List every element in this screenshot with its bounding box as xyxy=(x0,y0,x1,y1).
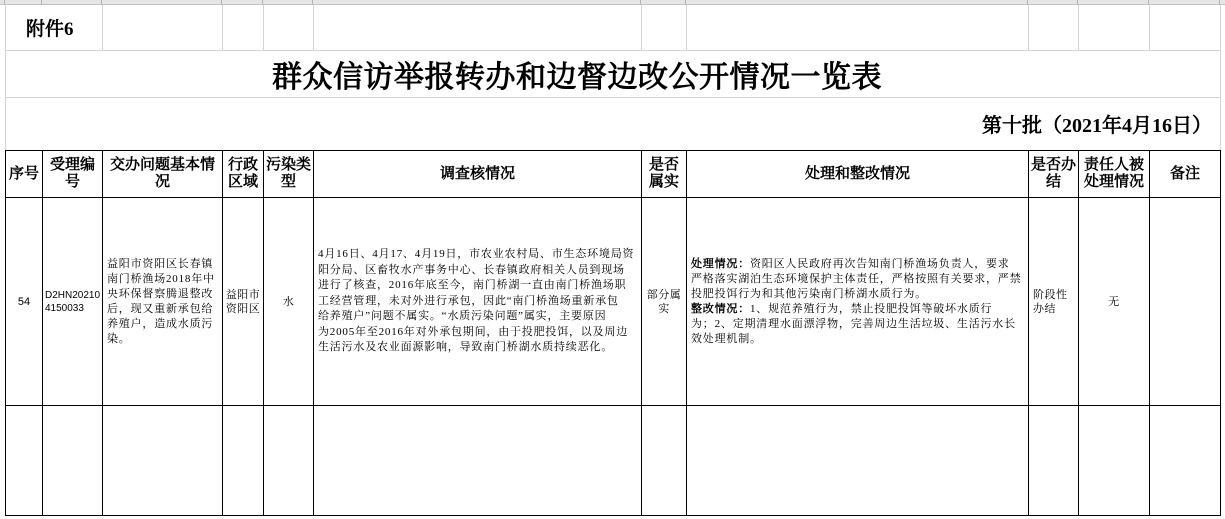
title-cell[interactable] xyxy=(5,50,1149,97)
column-header-cell[interactable] xyxy=(641,0,686,5)
column-header-handling[interactable]: 处理和整改情况 xyxy=(687,151,1029,198)
cell-issue[interactable] xyxy=(103,198,223,406)
cell-accountability[interactable]: 无 xyxy=(1079,198,1150,406)
column-header-case-id[interactable]: 受理编号 xyxy=(43,151,103,198)
handling-line-text: 为；2、定期清理水面漂浮物，完善周边生活垃圾、生活污水长 xyxy=(691,317,1016,330)
handling-line-text: 1、规范养殖行为，禁止投肥投饵等破坏水质行 xyxy=(750,302,993,315)
handling-line-text: 严格落实湖泊生态环境保护主体责任，严格按照有关要求，严禁 xyxy=(691,272,1022,285)
column-header-cell[interactable] xyxy=(222,0,263,5)
investigation-line: 阳分局、区畜牧水产事务中心、长春镇政府相关人员到现场 xyxy=(318,263,625,276)
header-row xyxy=(6,151,1221,198)
rectification-section-label: 整改情况： xyxy=(691,302,750,315)
empty-cell[interactable] xyxy=(43,406,103,516)
investigation-line: 给养殖户”问题不属实。“水质污染问题”属实，主要原因 xyxy=(318,310,607,323)
gridline xyxy=(102,5,103,50)
cell-seq[interactable]: 54 xyxy=(6,198,43,406)
column-header-seq[interactable]: 序号 xyxy=(6,151,43,198)
handling-section-label: 处理情况： xyxy=(691,257,750,270)
handling-line xyxy=(691,257,1028,272)
handling-line-text: 资阳区人民政府再次告知南门桥渔场负责人，要求 xyxy=(750,257,1010,270)
gridline xyxy=(313,5,314,50)
column-header-remarks[interactable]: 备注 xyxy=(1150,151,1221,198)
cell-handling[interactable] xyxy=(687,198,1029,406)
gridline xyxy=(263,5,264,50)
empty-cell[interactable] xyxy=(264,406,314,516)
empty-cell[interactable] xyxy=(103,406,223,516)
handling-line xyxy=(691,287,1028,302)
handling-line-text: 投肥投饵行为和其他污染南门桥湖水质行为。 xyxy=(691,287,927,300)
investigation-line: 进行了核查，2016年底至今，南门桥湖一直由南门桥渔场职 xyxy=(318,279,627,292)
cell-region[interactable]: 益阳市资阳区 xyxy=(223,198,264,406)
empty-cell[interactable] xyxy=(642,406,687,516)
cell-case-id[interactable]: D2HN202104150033 xyxy=(43,198,103,406)
column-header-cell[interactable] xyxy=(1028,0,1078,5)
column-header-cell[interactable] xyxy=(313,0,641,5)
gridline xyxy=(1028,5,1029,50)
cell-closed[interactable]: 阶段性办结 xyxy=(1029,198,1079,406)
handling-line xyxy=(691,317,1028,332)
attachment-label-cell[interactable] xyxy=(5,5,102,50)
column-header-closed[interactable]: 是否办结 xyxy=(1029,151,1079,198)
empty-cell[interactable] xyxy=(687,406,1029,516)
handling-line xyxy=(691,332,1028,347)
gridline xyxy=(1149,5,1150,50)
batch-cell[interactable] xyxy=(5,97,1220,150)
column-header-accountability[interactable]: 责任人被处理情况 xyxy=(1079,151,1150,198)
empty-cell[interactable] xyxy=(223,406,264,516)
investigation-line: 4月16日、4月17、4月19日，市农业农村局、市生态环境局资 xyxy=(318,247,635,260)
issue-line: 益阳市资阳区长春镇 xyxy=(107,257,214,270)
cell-remarks[interactable] xyxy=(1150,198,1221,406)
empty-cell[interactable] xyxy=(6,406,43,516)
issue-line: 南门桥渔场2018年中 xyxy=(107,272,215,285)
investigation-text xyxy=(318,247,641,356)
handling-line xyxy=(691,272,1028,287)
attachment-label: 附件6 xyxy=(26,19,74,40)
empty-cell[interactable] xyxy=(314,406,642,516)
column-header-cell[interactable] xyxy=(1078,0,1149,5)
investigation-line: 为2005年至2016年对外承包期间，由于投肥投饵，以及周边 xyxy=(318,325,628,338)
column-header-cell[interactable] xyxy=(102,0,222,5)
column-header-verified[interactable]: 是否属实 xyxy=(642,151,687,198)
gridline xyxy=(1078,5,1079,50)
batch-label: 第十批（2021年4月16日） xyxy=(982,115,1212,137)
issue-line: 养殖户，造成水质污 xyxy=(107,317,214,330)
gridline xyxy=(686,5,687,50)
issue-line: 染。 xyxy=(107,332,131,345)
column-header-cell[interactable] xyxy=(686,0,1028,5)
issue-line: 后，现又重新承包给 xyxy=(107,302,214,315)
column-header-region[interactable]: 行政区域 xyxy=(223,151,264,198)
complaint-table xyxy=(5,150,1221,516)
cell-verified[interactable]: 部分属实 xyxy=(642,198,687,406)
column-header-pollution-type[interactable]: 污染类型 xyxy=(264,151,314,198)
gridline xyxy=(222,5,223,50)
column-header-cell[interactable] xyxy=(1149,0,1220,5)
issue-line: 央环保督察腾退整改 xyxy=(107,287,214,300)
sheet-title: 群众信访举报转办和边督边改公开情况一览表 xyxy=(272,60,882,94)
handling-line xyxy=(691,302,1028,317)
investigation-line: 工经营管理，未对外进行承包，因此“南门桥渔场重新承包 xyxy=(318,294,619,307)
column-header-strip xyxy=(0,0,1225,5)
column-header-issue[interactable]: 交办问题基本情况 xyxy=(103,151,223,198)
column-header-cell[interactable] xyxy=(263,0,313,5)
gridline xyxy=(641,5,642,50)
empty-cell[interactable] xyxy=(1150,406,1221,516)
handling-text xyxy=(691,257,1028,347)
investigation-line: 生活污水及农业面源影响，导致南门桥湖水质持续恶化。 xyxy=(318,341,613,354)
issue-text xyxy=(107,257,222,347)
handling-line-text: 效处理机制。 xyxy=(691,332,762,345)
empty-row xyxy=(6,406,1221,516)
empty-cell[interactable] xyxy=(1079,406,1150,516)
table-row xyxy=(6,198,1221,406)
column-header-investigation[interactable]: 调查核情况 xyxy=(314,151,642,198)
cell-pollution-type[interactable]: 水 xyxy=(264,198,314,406)
cell-investigation[interactable] xyxy=(314,198,642,406)
empty-cell[interactable] xyxy=(1029,406,1079,516)
gridline xyxy=(1220,5,1221,150)
